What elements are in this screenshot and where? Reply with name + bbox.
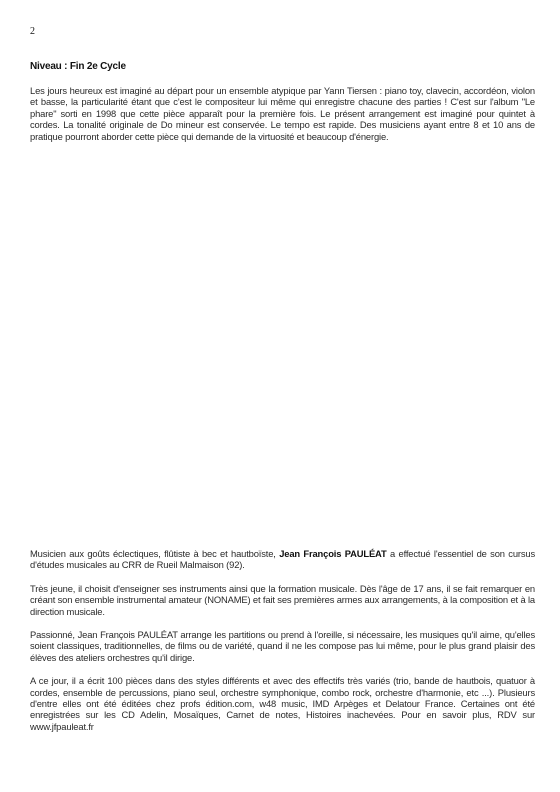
level-heading: Niveau : Fin 2e Cycle [30,61,126,72]
bio-paragraph-4: A ce jour, il a écrit 100 pièces dans des styles différents et avec des effectifs très variés (trio, bande de hautbois, quatuor à cordes, ensemble de percussions, piano seul, orchestre symphonique, combo rock, orchestre d'harmonie, etc ...). Plusieurs d'entre elles ont été éditées chez profs édition.com, w48 music, IMD Arpèges et Delatour France. Certaines ont été enregistrées sur les CD Adelin, Mosaïques, Carnet de notes, Histoires inachevées. Pour en savoir plus, RDV sur www.jfpauleat.fr [30,675,535,732]
page-number: 2 [30,26,35,37]
intro-section [30,85,535,142]
bio-paragraph-1-end: a effectué l'essentiel de son cursus d'études musicales au CRR de Rueil Malmaison (92). [30,548,535,571]
bio-paragraph-2: Très jeune, il choisit d'enseigner ses instruments ainsi que la formation musicale. Dès l'âge de 17 ans, il se fait remarquer en créant son ensemble instrumental amateur (NONAME) et fait ses premières armes aux arrangements, à la composition et à la direction musicale. [30,582,535,617]
bio-paragraph-1-start: Musicien aux goûts éclectiques, flûtiste à bec et hautboïste, [30,548,280,559]
bio-paragraph-3: Passionné, Jean François PAULÉAT arrange les partitions ou prend à l'oreille, si nécessaire, les musiques qu'il aime, qu'elles soient classiques, traditionnelles, de films ou de variété, quand il ne les compose pas lui même, pour le plus grand plaisir des élèves des ateliers orchestres qu'il dirige. [30,629,535,663]
intro-paragraph: Les jours heureux est imaginé au départ pour un ensemble atypique par Yann Tiersen : piano toy, clavecin, accordéon, violon et basse, la particularité étant que c'est le compositeur lui même qui enregistre chacune des parties ! C'est sur l'album "Le phare" sorti en 1998 que cette pièce apparaît pour la première fois. Le présent arrangement est imaginé pour quintet à cordes. La tonalité originale de Do mineur est conservée. Le tempo est rapide. Des musiciens ayant entre 8 et 10 ans de pratique pourront aborder cette pièce qui demande de la virtuosité et beaucoup d'énergie. [30,85,535,142]
composer-name: Jean François PAULÉAT [279,548,387,559]
composer-bio-section [30,548,535,744]
bio-paragraph-1 [30,548,535,571]
